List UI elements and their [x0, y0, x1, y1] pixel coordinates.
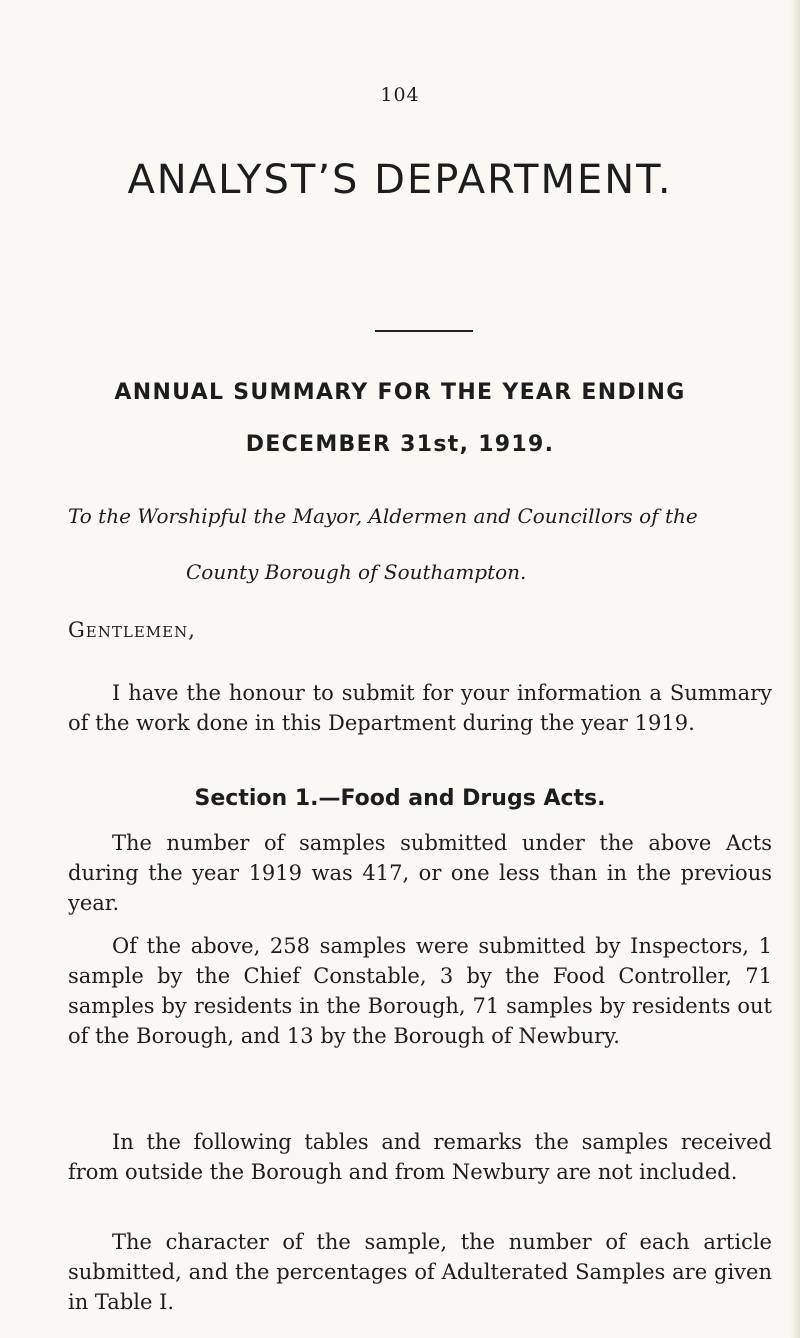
department-title: ANALYST’S DEPARTMENT. [127, 157, 673, 203]
paragraph-samples-breakdown: Of the above, 258 samples were submitted by Inspectors, 1 sample by the Chief Constable, 3 by the Food Controller, 71 samples by residents in the Borough, 71 samples by residents out of the Borough, and 13 by the Borough of Newbury. [68, 934, 772, 1048]
paragraph-samples-count: The number of samples submitted under the above Acts during the year 1919 was 417, or one less than in the previous year. [68, 831, 772, 915]
address-line-2: County Borough of Southampton. [186, 560, 527, 584]
summary-heading-line-2: DECEMBER 31st, 1919. [245, 432, 555, 457]
title-divider [375, 330, 473, 332]
page-number: 104 [380, 84, 420, 106]
summary-heading-line-1: ANNUAL SUMMARY FOR THE YEAR ENDING [114, 380, 686, 405]
intro-paragraph: I have the honour to submit for your information a Summary of the work done in this Department during the year 1919. [68, 681, 772, 735]
address-line-1: To the Worshipful the Mayor, Aldermen and Councillors of the [68, 504, 698, 528]
salutation: Gentlemen, [68, 618, 196, 642]
paragraph-table-reference: The character of the sample, the number of each article submitted, and the percentages of Adulterated Samples are given in Table I. [68, 1230, 772, 1314]
page-edge-shadow [790, 0, 800, 1338]
paragraph-exclusions: In the following tables and remarks the samples received from outside the Borough and from Newbury are not included. [68, 1130, 772, 1184]
section-heading: Section 1.—Food and Drugs Acts. [194, 786, 606, 811]
